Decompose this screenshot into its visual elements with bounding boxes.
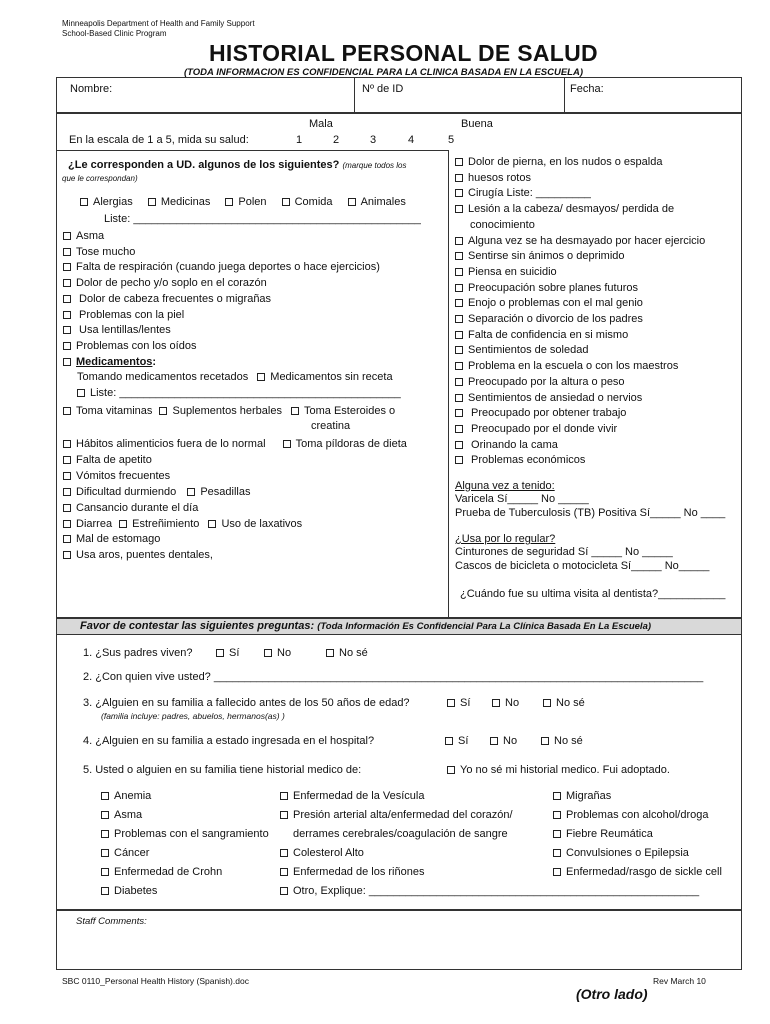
checkbox-respiracion[interactable]: Falta de respiración (cuando juega deportes o hace ejercicios) [63, 260, 380, 276]
varicela-field[interactable]: Varicela Sí_____ No _____ [455, 493, 589, 505]
checkbox-esteroides[interactable]: Toma Esteroides o [291, 405, 395, 417]
checkbox-desmayado[interactable]: Alguna vez se ha desmayado por hacer ejercicio [455, 234, 705, 250]
checkbox-apetito[interactable]: Falta de apetito [63, 453, 407, 469]
question-heading: ¿Le corresponden a UD. algunos de los siguientes? (marque todos los [68, 159, 407, 171]
checkbox-sangramiento[interactable]: Problemas con el sangramiento [101, 825, 269, 844]
checkbox-aros[interactable]: Usa aros, puentes dentales, [63, 548, 407, 564]
checkbox-convulsiones[interactable]: Convulsiones o Epilepsia [553, 844, 722, 863]
vitaminas-row [63, 405, 395, 417]
checkbox-suicidio[interactable]: Piensa en suicidio [455, 265, 705, 281]
scale-5[interactable]: 5 [448, 134, 455, 146]
checkbox-vomitos[interactable]: Vómitos frecuentes [63, 469, 407, 485]
checkbox-dificultad[interactable]: Dificultad durmiendo [63, 486, 176, 498]
checkbox-diarrea[interactable]: Diarrea [63, 518, 112, 530]
checkbox-piel[interactable]: Problemas con la piel [63, 308, 380, 324]
id-field[interactable]: Nº de ID [362, 83, 404, 95]
fecha-field[interactable]: Fecha: [570, 83, 604, 95]
q4: 4. ¿Alguien en su familia a estado ingresada en el hospital? [83, 735, 375, 747]
conocimiento-label: conocimiento [470, 218, 535, 231]
q2[interactable]: 2. ¿Con quien vive usted? ________________________________________________________________________________ [83, 671, 704, 683]
allergies-list[interactable]: Liste: _______________________________________________ [104, 213, 421, 225]
page-subtitle: (TODA INFORMACION ES CONFIDENCIAL PARA LA CLINICA BASADA EN LA ESCUELA) [184, 67, 583, 78]
checkbox-comida[interactable]: Comida [282, 196, 333, 208]
checkbox-oidos[interactable]: Problemas con los oídos [63, 339, 380, 355]
footer-revision: Rev March 10 [653, 976, 706, 986]
checkbox-alergias[interactable]: Alergias [80, 196, 133, 208]
section2-header: Favor de contestar las siguientes preguntas: (Toda Información Es Confidencial Para La Clínica Basada En La Escuela) [80, 620, 652, 632]
checkbox-vitaminas[interactable]: Toma vitaminas [63, 405, 152, 417]
checkbox-alcohol[interactable]: Problemas con alcohol/droga [553, 806, 722, 825]
alguna-vez-heading: Alguna vez a tenido: [455, 480, 555, 492]
checkbox-pierna[interactable]: Dolor de pierna, en los nudos o espalda [455, 155, 705, 171]
checkbox-ansiedad[interactable]: Sentimientos de ansiedad o nervios [455, 391, 705, 407]
checkbox-otro[interactable]: Otro, Explique: ______________________________________________________ [280, 882, 699, 901]
scale-4[interactable]: 4 [408, 134, 415, 146]
presion-continued: derrames cerebrales/coagulación de sangre [293, 828, 508, 840]
q3-si[interactable]: Sí [447, 697, 470, 709]
allergies-row [80, 196, 406, 208]
q5: 5. Usted o alguien en su familia tiene historial medico de: [83, 764, 362, 776]
checkbox-diabetes[interactable]: Diabetes [101, 882, 269, 901]
checkbox-rinones[interactable]: Enfermedad de los riñones [280, 863, 699, 882]
checkbox-colesterol[interactable]: Colesterol Alto [280, 844, 699, 863]
tb-field[interactable]: Prueba de Tuberculosis (TB) Positiva Sí_____ No ____ [455, 507, 726, 519]
checkbox-asma[interactable]: Asma [63, 229, 380, 245]
symptom-list-1 [63, 229, 380, 370]
dentista-field[interactable]: ¿Cuándo fue su ultima visita al dentista?___________ [460, 588, 726, 600]
scale-1[interactable]: 1 [296, 134, 303, 146]
checkbox-confidencia[interactable]: Falta de confidencia en si mismo [455, 328, 705, 344]
checkbox-crohn[interactable]: Enfermedad de Crohn [101, 863, 269, 882]
q4-nose[interactable]: No sé [541, 735, 583, 747]
cinturones-field[interactable]: Cinturones de seguridad Sí _____ No _____ [455, 546, 673, 558]
checkbox-enojo[interactable]: Enojo o problemas con el mal genio [455, 296, 705, 312]
org-line-1: Minneapolis Department of Health and Family Support [62, 19, 255, 28]
checkbox-escuela[interactable]: Problema en la escuela o con los maestros [455, 359, 705, 375]
symptom-list-right [455, 155, 705, 469]
q1: 1. ¿Sus padres viven? [83, 647, 193, 659]
checkbox-suplementos[interactable]: Suplementos herbales [159, 405, 281, 417]
page-title: HISTORIAL PERSONAL DE SALUD [209, 40, 598, 66]
checkbox-huesos[interactable]: huesos rotos [455, 171, 705, 187]
q1-no[interactable]: No [264, 647, 291, 659]
question-note: que le correspondan) [62, 174, 138, 183]
checkbox-dieta[interactable]: Toma píldoras de dieta [283, 438, 407, 450]
otro-lado: (Otro lado) [576, 986, 648, 1002]
org-line-2: School-Based Clinic Program [62, 29, 167, 38]
staff-comments-label: Staff Comments: [76, 916, 147, 927]
q1-nose[interactable]: No sé [326, 647, 368, 659]
checkbox-cansancio[interactable]: Cansancio durante el día [63, 501, 407, 517]
checkbox-cama[interactable]: Orinando la cama [455, 438, 705, 454]
checkbox-anemia[interactable]: Anemia [101, 787, 269, 806]
checkbox-laxativos[interactable]: Uso de laxativos [208, 518, 302, 530]
footer-filename: SBC 0110_Personal Health History (Spanish).doc [62, 976, 249, 986]
checkbox-animales[interactable]: Animales [348, 196, 406, 208]
q3-nose[interactable]: No sé [543, 697, 585, 709]
checkbox-cirugia[interactable]: Cirugía Liste: _________ [455, 186, 705, 202]
checkbox-cabeza[interactable]: Dolor de cabeza frecuentes o migrañas [63, 292, 380, 308]
medicamentos-row: Tomando medicamentos recetados Medicamentos sin receta [77, 371, 393, 383]
checkbox-altura[interactable]: Preocupado por la altura o peso [455, 375, 705, 391]
checkbox-soledad[interactable]: Sentimientos de soledad [455, 343, 705, 359]
checkbox-lesion[interactable]: Lesión a la cabeza/ desmayos/ perdida de [455, 202, 705, 218]
q4-si[interactable]: Sí [445, 735, 468, 747]
q3-no[interactable]: No [492, 697, 519, 709]
history-col-3 [553, 787, 722, 882]
creatina-label: creatina [311, 420, 351, 432]
checkbox-deprimido[interactable]: Sentirse sin ánimos o deprimido [455, 249, 705, 265]
symptom-list-2 [63, 437, 407, 564]
staff-comments-box[interactable] [56, 910, 742, 970]
checkbox-lentes[interactable]: Usa lentillas/lentes [63, 323, 380, 339]
q1-si[interactable]: Sí [216, 647, 239, 659]
checkbox-polen[interactable]: Polen [225, 196, 266, 208]
cascos-field[interactable]: Cascos de bicicleta o motocicleta Sí_____ No_____ [455, 560, 710, 572]
checkbox-separacion[interactable]: Separación o divorcio de los padres [455, 312, 705, 328]
checkbox-vivir[interactable]: Preocupado por el donde vivir [455, 422, 705, 438]
scale-prompt: En la escala de 1 a 5, mida su salud: [69, 134, 249, 146]
checkbox-migranas[interactable]: Migrañas [553, 787, 722, 806]
checkbox-asma-fam[interactable]: Asma [101, 806, 269, 825]
scale-buena: Buena [461, 118, 493, 130]
q3-note: (familia incluye: padres, abuelos, hermanos(as) ) [101, 711, 285, 721]
history-col-1 [101, 787, 269, 901]
q5-adopted[interactable]: Yo no sé mi historial medico. Fui adoptado. [447, 764, 670, 776]
scale-3[interactable]: 3 [370, 134, 377, 146]
scale-2[interactable]: 2 [333, 134, 340, 146]
checkbox-fiebre[interactable]: Fiebre Reumática [553, 825, 722, 844]
checkbox-estrenimiento[interactable]: Estreñimiento [119, 518, 199, 530]
checkbox-cancer[interactable]: Cáncer [101, 844, 269, 863]
checkbox-pesadillas[interactable]: Pesadillas [187, 486, 250, 498]
checkbox-estomago[interactable]: Mal de estomago [63, 532, 407, 548]
q3: 3. ¿Alguien en su familia a fallecido antes de los 50 años de edad? [83, 697, 410, 709]
usa-regular-heading: ¿Usa por lo regular? [455, 533, 556, 545]
nombre-field[interactable]: Nombre: [70, 83, 113, 95]
checkbox-tose[interactable]: Tose mucho [63, 245, 380, 261]
scale-mala: Mala [309, 118, 333, 130]
checkbox-habitos[interactable]: Hábitos alimenticios fuera de lo normal [63, 438, 266, 450]
checkbox-vesicula[interactable]: Enfermedad de la Vesícula [280, 787, 699, 806]
checkbox-pecho[interactable]: Dolor de pecho y/o soplo en el corazón [63, 276, 380, 292]
checkbox-medicinas[interactable]: Medicinas [148, 196, 211, 208]
checkbox-trabajo[interactable]: Preocupado por obtener trabajo [455, 406, 705, 422]
checkbox-medicamentos[interactable]: Medicamentos: [63, 355, 380, 371]
checkbox-sickle[interactable]: Enfermedad/rasgo de sickle cell [553, 863, 722, 882]
medicamentos-list[interactable]: Liste: ______________________________________________ [77, 387, 401, 399]
q4-no[interactable]: No [490, 735, 517, 747]
checkbox-planes[interactable]: Preocupación sobre planes futuros [455, 281, 705, 297]
checkbox-presion[interactable]: Presión arterial alta/enfermedad del corazón/ [280, 806, 699, 825]
checkbox-sin-receta[interactable]: Medicamentos sin receta [257, 371, 392, 383]
checkbox-economicos[interactable]: Problemas económicos [455, 453, 705, 469]
